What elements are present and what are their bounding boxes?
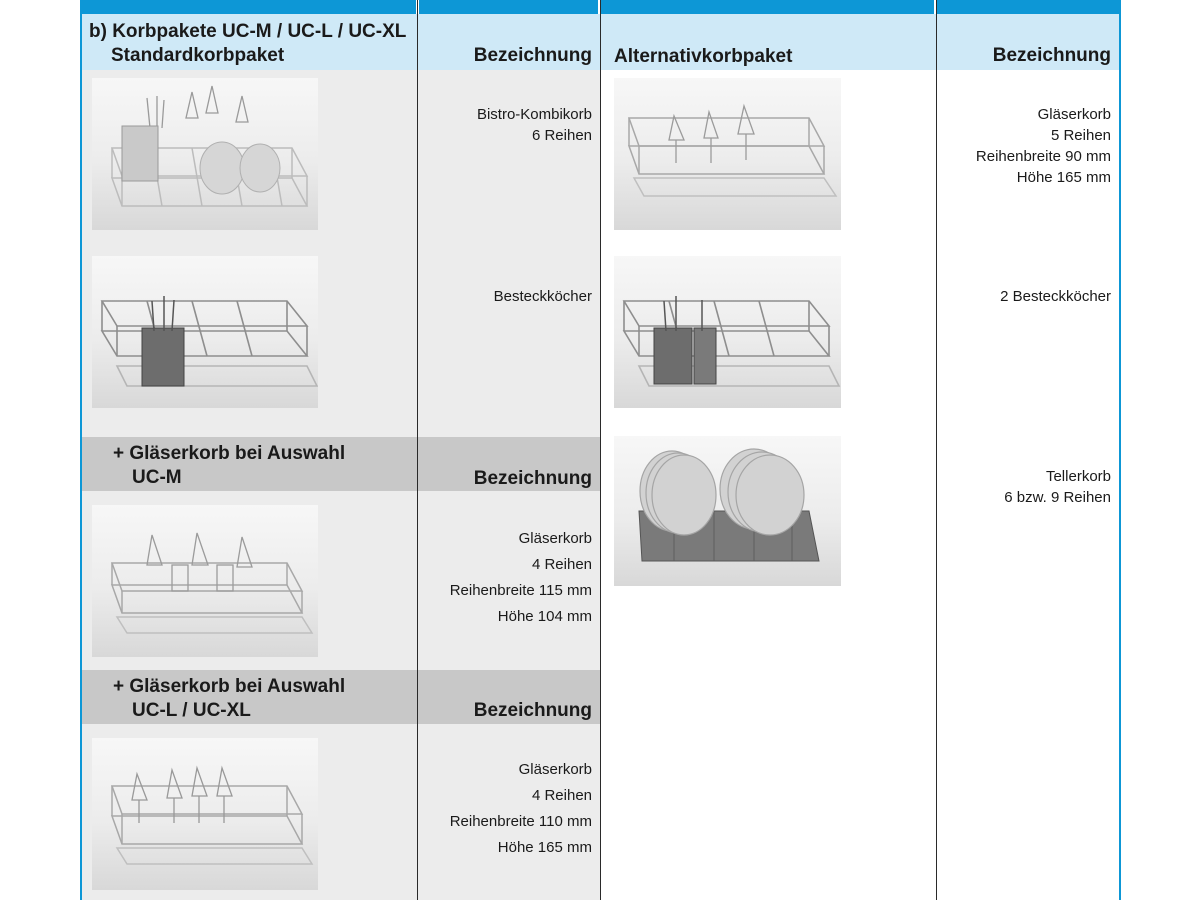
uc-m-line-2: 4 Reihen [531, 556, 592, 573]
section-title-line2: Standardkorbpaket [111, 45, 285, 66]
alt-item-1-line-1: Gläserkorb [1037, 106, 1111, 123]
uc-m-line-4: Höhe 104 mm [497, 608, 592, 625]
cutlery-holder-basket-photo [92, 256, 318, 408]
alt-cutlery-holder-basket-photo [614, 256, 841, 408]
alt-item-3-description [940, 466, 1111, 508]
standard-item-2-description [420, 286, 592, 307]
uc-l-line-4: Höhe 165 mm [497, 839, 592, 856]
alt-item-1-line-2: 5 Reihen [1050, 127, 1111, 144]
column-heading-alt-bezeichnung: Bezeichnung [992, 45, 1111, 66]
uc-m-description [420, 526, 592, 630]
alt-item-2-description [940, 286, 1111, 307]
glass-basket-photo-uc-m [92, 505, 318, 657]
standard-item-1-line-2: 6 Reihen [531, 127, 592, 144]
section-title-line1: b) Korbpakete UC-M / UC-L / UC-XL [89, 21, 407, 42]
alt-item-3-line-1: Tellerkorb [1045, 468, 1111, 485]
alt-item-3-line-2: 6 bzw. 9 Reihen [1004, 489, 1111, 506]
standard-item-1-line-1: Bistro-Kombikorb [476, 106, 592, 123]
alt-item-2-line-1: 2 Besteckköcher [1000, 288, 1111, 305]
column-heading-alternative: Alternativkorbpaket [614, 46, 793, 67]
uc-l-bezeichnung: Bezeichnung [473, 700, 592, 721]
alt-item-1-description [940, 104, 1111, 188]
column-divider-3 [936, 0, 937, 900]
uc-m-title [113, 442, 345, 490]
uc-l-line-1: Gläserkorb [518, 761, 592, 778]
column-heading-bezeichnung: Bezeichnung [473, 45, 592, 66]
column-divider-1 [417, 0, 418, 900]
uc-l-line-2: 4 Reihen [531, 787, 592, 804]
standard-item-2-line-1: Besteckköcher [493, 288, 592, 305]
alt-plate-basket-photo [614, 436, 841, 586]
uc-m-title-line1: + Gläserkorb bei Auswahl [113, 443, 346, 464]
top-accent-bar [82, 0, 1120, 14]
bistro-combination-basket-photo [92, 78, 318, 230]
right-border [1119, 0, 1121, 900]
left-border [80, 0, 82, 900]
alt-item-1-line-3: Reihenbreite 90 mm [975, 148, 1111, 165]
uc-m-line-3: Reihenbreite 115 mm [449, 582, 592, 599]
standard-item-1-description [420, 104, 592, 146]
uc-m-title-line2: UC-M [132, 467, 182, 488]
column-divider-2 [600, 0, 601, 900]
uc-l-title-line2: UC-L / UC-XL [132, 700, 251, 721]
uc-m-line-1: Gläserkorb [518, 530, 592, 547]
section-title [89, 20, 406, 68]
uc-l-title [113, 675, 345, 723]
uc-l-title-line1: + Gläserkorb bei Auswahl [113, 676, 346, 697]
uc-l-description [420, 757, 592, 861]
uc-l-line-3: Reihenbreite 110 mm [449, 813, 592, 830]
uc-m-bezeichnung: Bezeichnung [473, 468, 592, 489]
alt-item-1-line-4: Höhe 165 mm [1016, 169, 1111, 186]
glass-basket-photo-uc-l [92, 738, 318, 890]
alt-glass-basket-photo [614, 78, 841, 230]
